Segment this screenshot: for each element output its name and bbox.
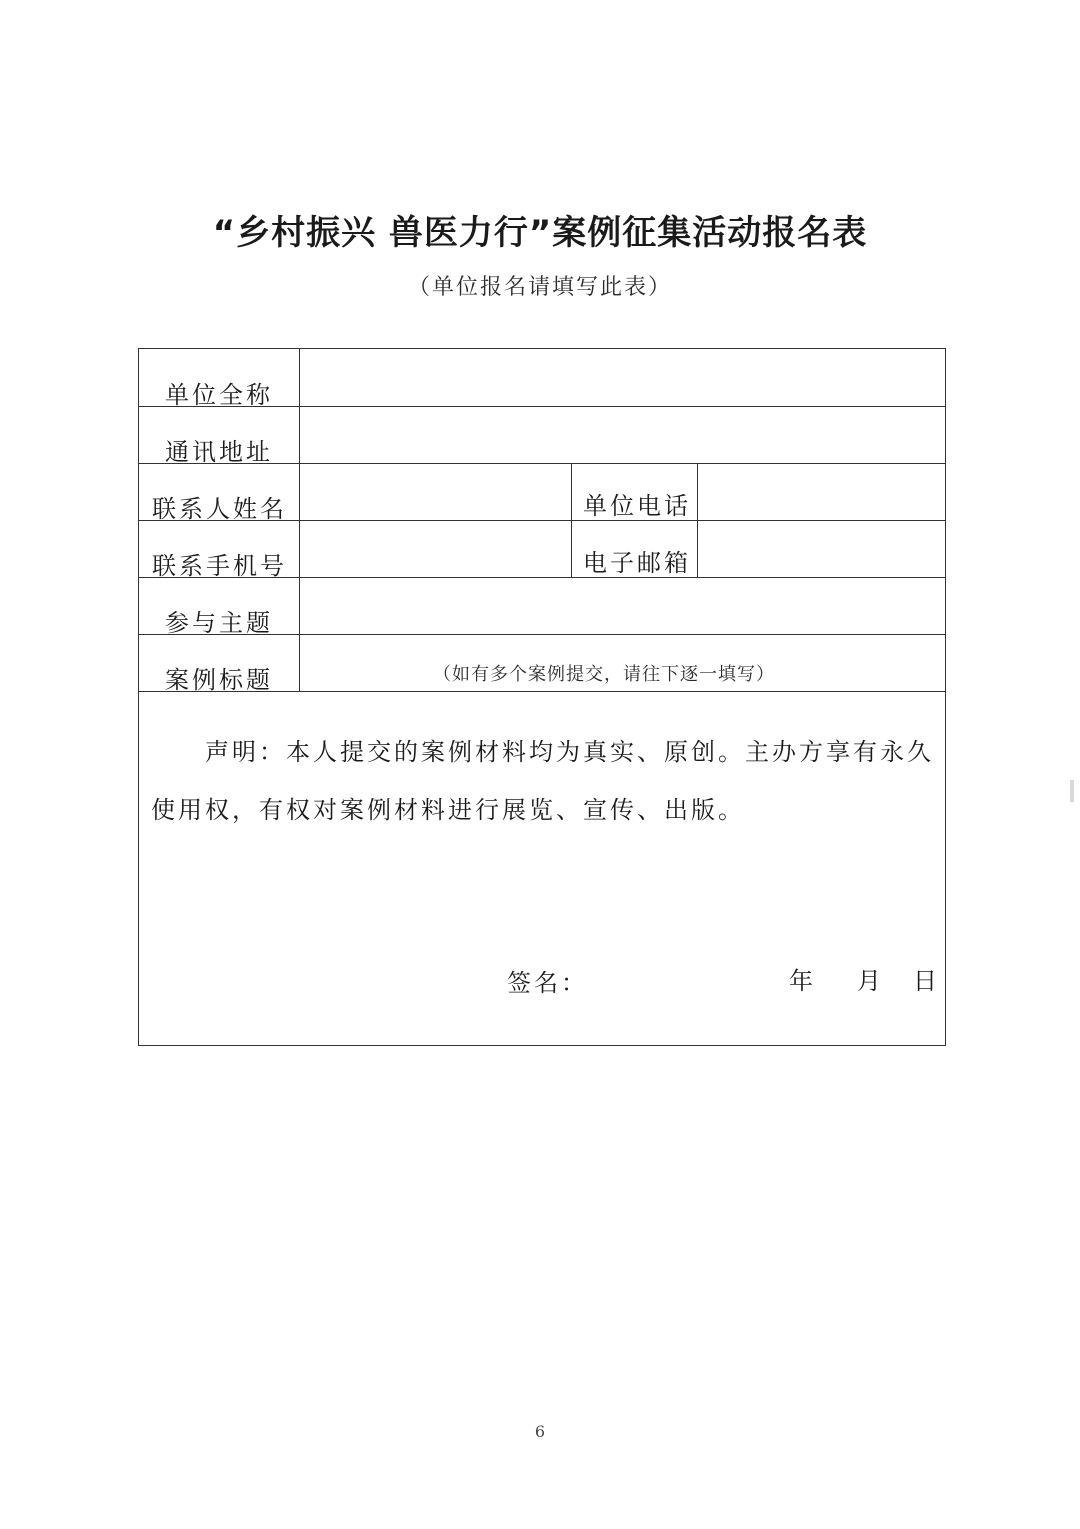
date-month-label: 月	[857, 967, 881, 995]
mobile-label: 联系手机号	[152, 552, 287, 580]
contact-name-field[interactable]	[301, 465, 569, 519]
column-divider	[571, 463, 572, 577]
case-title-field[interactable]	[301, 636, 943, 690]
declaration-line-1: 声明：本人提交的案例材料均为真实、原创。主办方享有永久	[205, 738, 934, 766]
unit-phone-field[interactable]	[699, 465, 943, 519]
unit-name-label: 单位全称	[165, 381, 273, 409]
mobile-field[interactable]	[301, 522, 569, 576]
email-field[interactable]	[699, 522, 943, 576]
address-field[interactable]	[301, 408, 943, 462]
page-subtitle: （单位报名请填写此表）	[407, 275, 672, 300]
case-title-note: （如有多个案例提交，请往下逐一填写）	[433, 664, 775, 685]
theme-field[interactable]	[301, 579, 943, 633]
column-divider	[697, 463, 698, 577]
signature-label: 签名：	[507, 969, 588, 997]
page-title: “乡村振兴 兽医力行”案例征集活动报名表	[212, 213, 868, 253]
signature-field[interactable]	[589, 955, 779, 995]
date-year-label: 年	[789, 967, 813, 995]
theme-label: 参与主题	[165, 609, 273, 637]
page-number: 6	[534, 1422, 546, 1441]
unit-name-field[interactable]	[301, 350, 943, 405]
column-divider	[299, 349, 300, 691]
unit-phone-label: 单位电话	[583, 492, 691, 520]
contact-name-label: 联系人姓名	[152, 495, 287, 523]
email-label: 电子邮箱	[583, 549, 691, 577]
scan-edge-mark	[1070, 780, 1074, 802]
registration-form	[138, 348, 946, 1046]
date-day-label: 日	[913, 967, 937, 995]
address-label: 通讯地址	[165, 438, 273, 466]
declaration-line-2: 使用权，有权对案例材料进行展览、宣传、出版。	[151, 796, 745, 824]
case-title-label: 案例标题	[165, 666, 273, 694]
